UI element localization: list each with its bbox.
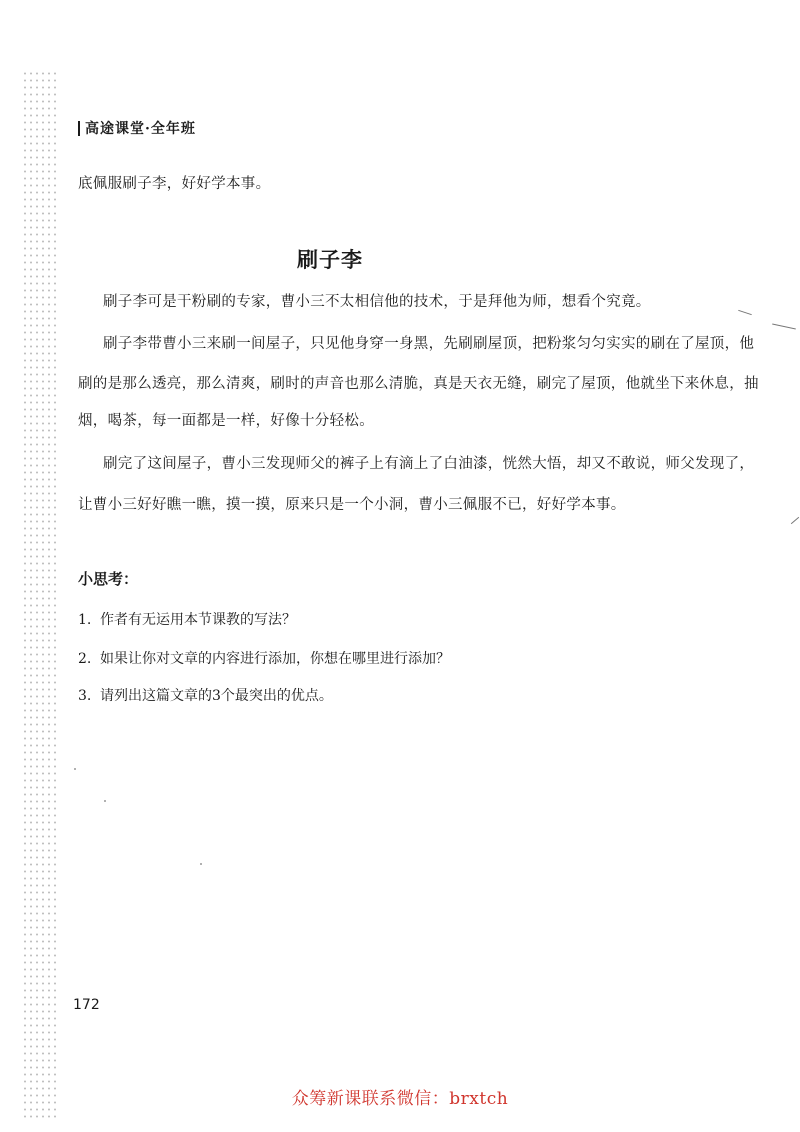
scan-artifact	[772, 324, 796, 330]
scan-artifact	[738, 310, 752, 315]
binding-dots	[22, 70, 60, 1120]
article-line: 烟，喝茶，每一面都是一样，好像十分轻松。	[78, 413, 374, 429]
question-number: 2.	[78, 651, 92, 667]
page-number: 172	[73, 997, 100, 1013]
question-text: 请列出这篇文章的3个最突出的优点。	[100, 688, 333, 704]
article-line: 刷的是那么透亮，那么清爽，刷时的声音也那么清脆，真是天衣无缝，刷完了屋顶，他就坐下来休息，抽	[78, 376, 759, 392]
question-text: 作者有无运用本节课教的写法？	[100, 612, 296, 628]
question-item	[78, 685, 333, 705]
watermark-text: 众筹新课联系微信：brxtch	[291, 1089, 509, 1109]
scan-speck	[74, 768, 76, 770]
header-title: 高途课堂·全年班	[85, 121, 196, 137]
question-item	[78, 648, 450, 668]
article-line: 刷子李带曹小三来刷一间屋子，只见他身穿一身黑，先刷刷屋顶，把粉浆匀匀实实的刷在了屋顶，他	[103, 336, 755, 352]
article-line: 刷完了这间屋子，曹小三发现师父的裤子上有滴上了白油漆，恍然大悟，却又不敢说，师父发现了，	[103, 456, 755, 472]
article-line: 刷子李可是干粉刷的专家，曹小三不太相信他的技术，于是拜他为师，想看个究竟。	[103, 294, 651, 310]
question-number: 1.	[78, 612, 92, 628]
article-line: 让曹小三好好瞧一瞧，摸一摸，原来只是一个小洞，曹小三佩服不已，好好学本事。	[78, 497, 626, 513]
scan-speck	[104, 800, 106, 802]
question-item	[78, 609, 296, 629]
section-heading: 小思考：	[78, 570, 139, 588]
header-bar-mark	[78, 121, 80, 136]
running-header	[78, 118, 196, 138]
article-title: 刷子李	[297, 248, 363, 272]
question-number: 3.	[78, 688, 92, 704]
question-text: 如果让你对文章的内容进行添加，你想在哪里进行添加？	[100, 651, 450, 667]
scan-speck	[200, 863, 202, 865]
carryover-line: 底佩服刷子李，好好学本事。	[78, 176, 271, 192]
scan-artifact	[791, 517, 799, 524]
